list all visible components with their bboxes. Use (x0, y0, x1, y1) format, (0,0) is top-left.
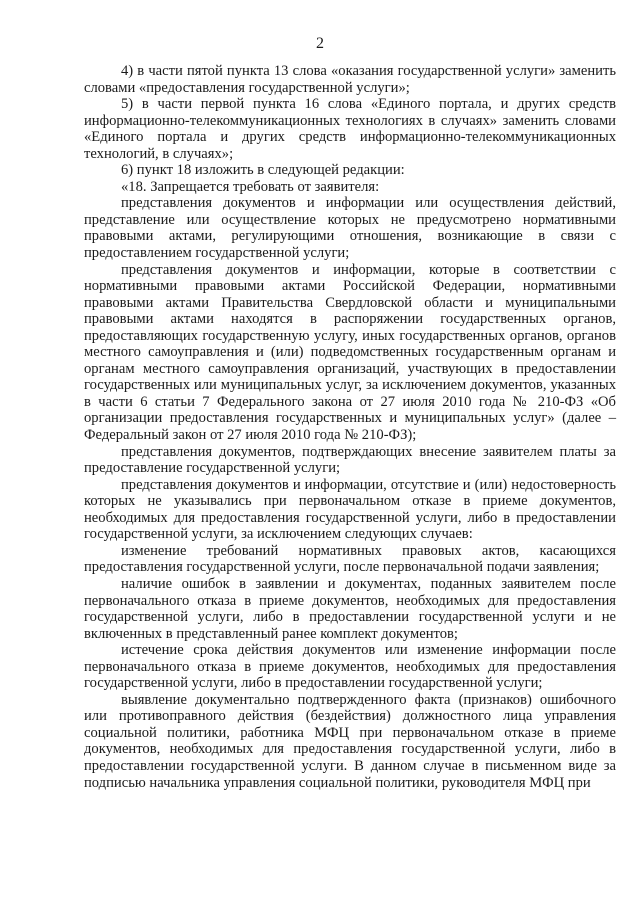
paragraph-item-5: 5) в части первой пункта 16 слова «Единого портала, и других средств информационно-телекоммуникационных технологиях в случаях» заменить словами «Единого портала и других средств информационно-телекоммуникационных технологий, в случаях»; (84, 96, 616, 162)
paragraph-item-6: 6) пункт 18 изложить в следующей редакции: (121, 162, 405, 179)
page-number: 2 (316, 35, 324, 52)
paragraph-prohibition-1: представления документов и информации или осуществления действий, представление или осуществление которых не предусмотрено нормативными правовыми актами, регулирующими отношения, возникающие в связи с предоставлением государственной услуги; (84, 195, 616, 262)
paragraph-exception-1: изменение требований нормативных правовых актов, касающихся предоставления государственной услуги, после первоначальной подачи заявления; (84, 542, 616, 576)
paragraph-prohibition-2: представления документов и информации, которые в соответствии с нормативными правовыми актами Российской Федерации, нормативными правовыми актами Правительства Свердловской области и муниципальными правовыми актами находятся в распоряжении государственных органов, предоставляющих государственную услугу, иных государственных органов, органов местного самоуправления и (или) подведомственных государственным органам и органам местного самоуправления организаций, участвующих в предоставлении государственных или муниципальных услуг, за исключением документов, указанных в части 6 статьи 7 Федерального закона от 27 июля 2010 года № 210-ФЗ «Об организации предоставления государственных и муниципальных услуг» (далее – Федеральный закон от 27 июля 2010 года № 210-ФЗ); (84, 261, 616, 444)
paragraph-exception-2: наличие ошибок в заявлении и документах, поданных заявителем после первоначального отказа в приеме документов, необходимых для предоставления государственной услуги, либо в предоставлении государственной услуги и не включенных в представленный ранее комплект документов; (84, 575, 616, 642)
paragraph-exception-3: истечение срока действия документов или изменение информации после первоначального отказа в приеме документов, необходимых для предоставления государственной услуги, либо в предоставлении государственной услуги; (84, 642, 616, 692)
document-body (84, 63, 616, 791)
paragraph-item-4: 4) в части пятой пункта 13 слова «оказания государственной услуги» заменить словами «предоставления государственной услуги»; (84, 63, 616, 96)
paragraph-prohibition-4: представления документов и информации, отсутствие и (или) недостоверность которых не указывались при первоначальном отказе в приеме документов, необходимых для предоставления государственной услуги, либо в предоставлении государственной услуги, за исключением следующих случаев: (84, 476, 616, 543)
paragraph-point-18-heading: «18. Запрещается требовать от заявителя: (121, 178, 380, 195)
paragraph-exception-4: выявление документально подтвержденного факта (признаков) ошибочного или противоправного действия (бездействия) должностного лица управления социальной политики, работника МФЦ при первоначальном отказе в приеме документов, необходимых для предоставления государственной услуги, либо в предоставлении государственной услуги. В данном случае в письменном виде за подписью начальника управления социальной политики, руководителя МФЦ при (84, 691, 616, 791)
paragraph-prohibition-3: представления документов, подтверждающих внесение заявителем платы за предоставление государственной услуги; (84, 443, 616, 477)
